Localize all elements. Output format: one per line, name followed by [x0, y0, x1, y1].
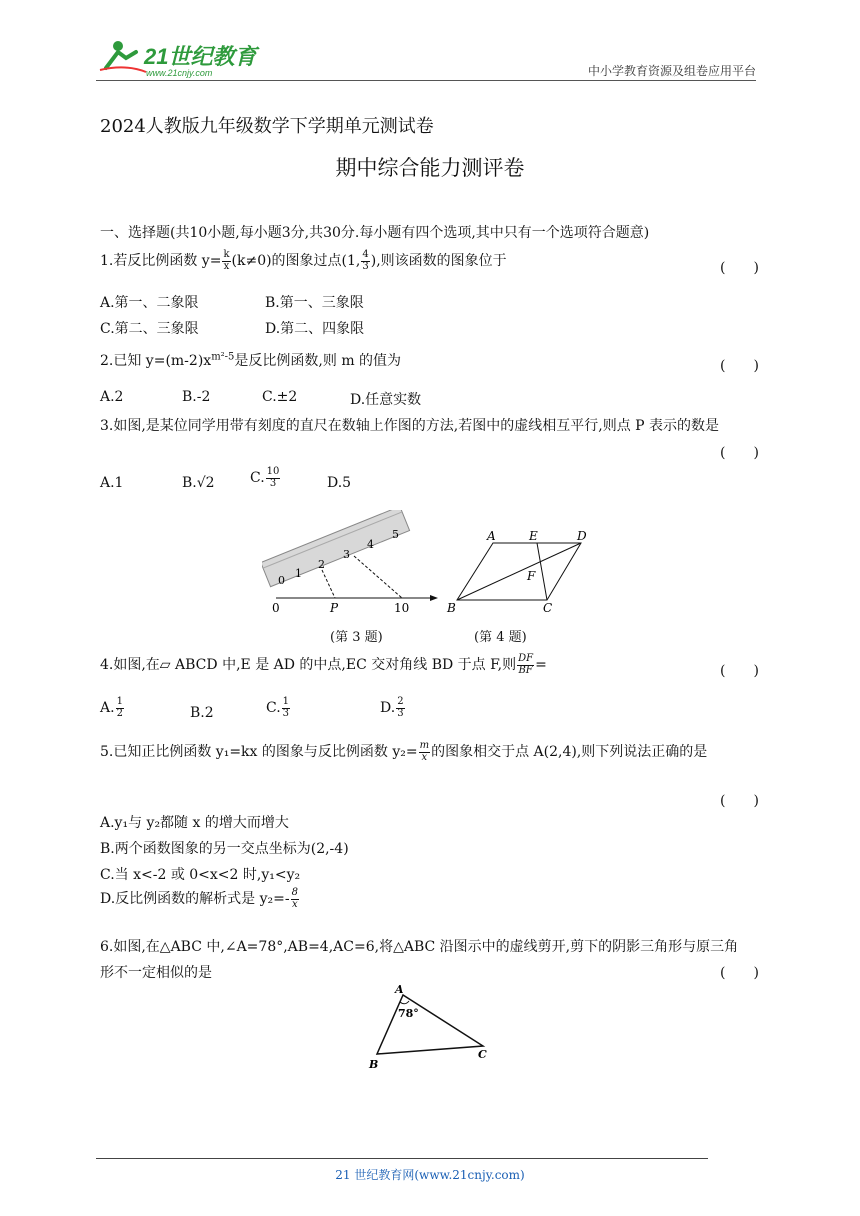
figure-4-parallelogram	[443, 528, 598, 618]
logo-text: 21世纪教育	[144, 44, 257, 69]
point-f: F	[527, 569, 536, 583]
q1-option-a: A.第一、二象限	[100, 295, 199, 311]
ruler-tick-3: 3	[343, 548, 350, 561]
ruler-tick-5: 5	[392, 528, 399, 541]
answer-paren-3: ( )	[720, 445, 759, 461]
q1-option-b: B.第一、三象限	[265, 295, 364, 311]
q5-option-a: A.y₁与 y₂都随 x 的增大而增大	[100, 815, 289, 831]
q3-option-d: D.5	[327, 475, 352, 491]
logo-url: www.21cnjy.com	[146, 68, 213, 78]
exam-subtitle: 期中综合能力测评卷	[335, 156, 525, 180]
q3-option-c: C. $\frac{10}{3}$	[250, 466, 280, 489]
figure-3-ruler	[262, 510, 442, 615]
question-6-line2: 形不一定相似的是	[100, 965, 212, 981]
caption-fig-4: (第 4 题)	[474, 630, 527, 645]
ruler-tick-2: 2	[318, 558, 325, 571]
figure-6-triangle	[365, 982, 495, 1072]
site-logo	[96, 38, 261, 78]
answer-paren-1: ( )	[720, 260, 759, 276]
question-5: 5.已知正比例函数 y₁=kx 的图象与反比例函数 y₂= $\frac{m}{x}$ 的图象相交于点 A(2,4),则下列说法正确的是	[100, 740, 708, 763]
question-3: 3.如图,是某位同学用带有刻度的直尺在数轴上作图的方法,若图中的虚线相互平行,则点 P 表示的数是	[100, 418, 720, 434]
caption-fig-3: (第 3 题)	[330, 630, 383, 645]
q1-option-c: C.第二、三象限	[100, 321, 199, 337]
q5-option-b: B.两个函数图象的另一交点坐标为(2,-4)	[100, 841, 349, 857]
q3-option-a: A.1	[100, 475, 124, 491]
q2-option-b: B.-2	[182, 389, 211, 405]
triangle-vertex-a: A	[395, 983, 404, 996]
q1-option-d: D.第二、四象限	[265, 321, 365, 337]
header-divider	[96, 80, 756, 81]
answer-paren-5: ( )	[720, 793, 759, 809]
vertex-d: D	[577, 529, 587, 543]
q3-option-b: B.√2	[182, 475, 215, 491]
point-e: E	[529, 529, 538, 543]
question-2: 2.已知 $y=(m-2)x^{m^2-5}$是反比例函数,则 m 的值为	[100, 351, 402, 369]
q2-option-d: D.任意实数	[350, 392, 422, 408]
axis-label-p: P	[330, 601, 339, 615]
q2-option-c: C.±2	[262, 389, 298, 405]
footer-text[interactable]: 21 世纪教育网(www.21cnjy.com)	[335, 1168, 525, 1182]
exam-title: 2024人教版九年级数学下学期单元测试卷	[100, 116, 434, 137]
q4-option-c: C. $\frac{1}{3}$	[266, 696, 290, 719]
q4-option-d: D. $\frac{2}{3}$	[380, 696, 404, 719]
q2-option-a: A.2	[100, 389, 124, 405]
answer-paren-6: ( )	[720, 965, 759, 981]
answer-paren-4: ( )	[720, 663, 759, 679]
axis-label-0: 0	[272, 601, 280, 615]
footer-divider	[96, 1158, 708, 1159]
q5-option-d: D.反比例函数的解析式是 y₂=- $\frac{8}{x}$	[100, 887, 298, 910]
q4-option-b: B.2	[190, 705, 214, 721]
axis-label-10: 10	[394, 601, 410, 615]
ruler-tick-0: 0	[278, 574, 285, 587]
q5-option-c: C.当 x<-2 或 0<x<2 时,y₁<y₂	[100, 867, 301, 883]
section-heading: 一、选择题(共10小题,每小题3分,共30分.每小题有四个选项,其中只有一个选项符合题意)	[100, 225, 650, 241]
question-4: 4.如图,在▱ ABCD 中,E 是 AD 的中点,EC 交对角线 BD 于点 F,则 $\frac{DF}{BF}$ =	[100, 653, 547, 676]
vertex-c: C	[543, 601, 553, 615]
question-1: 1.若反比例函数 y= $\frac{k}{x}$ (k≠0)的图象过点(1, $\frac{4}{3}$ ),则该函数的图象位于	[100, 249, 507, 272]
angle-label-78: 78°	[398, 1007, 419, 1020]
q4-option-a: A. $\frac{1}{2}$	[100, 696, 123, 719]
vertex-a: A	[487, 529, 496, 543]
vertex-b: B	[447, 601, 456, 615]
ruler-tick-4: 4	[367, 538, 374, 551]
header-platform-text: 中小学教育资源及组卷应用平台	[587, 64, 756, 78]
answer-paren-2: ( )	[720, 358, 759, 374]
triangle-vertex-b: B	[369, 1058, 379, 1071]
ruler-tick-1: 1	[295, 567, 302, 580]
question-6-line1: 6.如图,在△ABC 中,∠A=78°,AB=4,AC=6,将△ABC 沿图示中的虚线剪开,剪下的阴影三角形与原三角	[100, 939, 739, 955]
triangle-vertex-c: C	[478, 1048, 487, 1061]
